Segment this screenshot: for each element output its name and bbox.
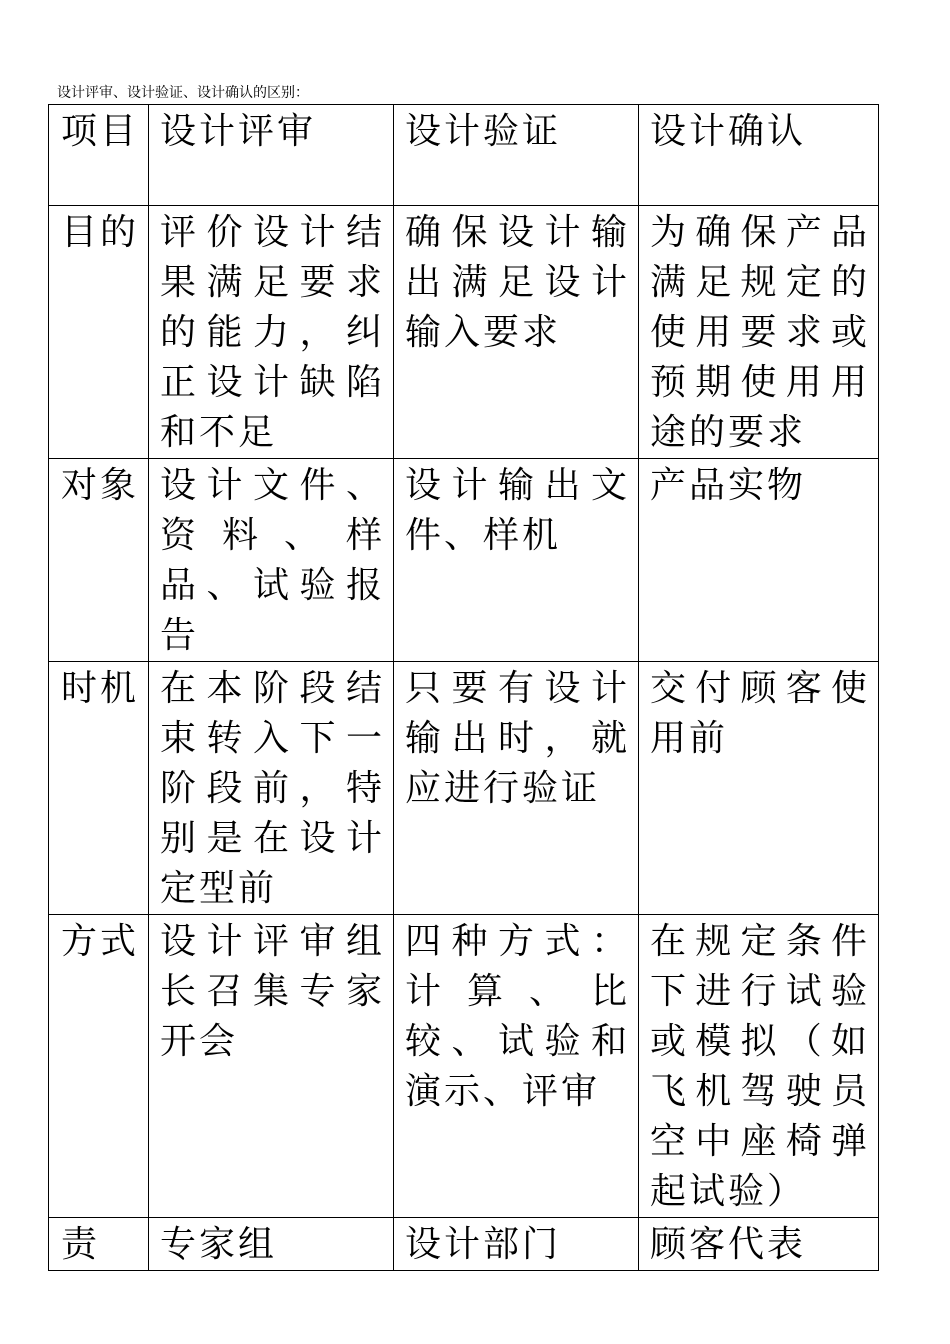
table-row-object [49, 459, 879, 662]
method-validation-cell: 在规定条件下进行试验或模拟（如飞机驾驶员空中座椅弹起试验） [639, 915, 879, 1218]
responsibility-review-cell: 专家组 [149, 1218, 394, 1271]
row-label-object: 对象 [49, 459, 149, 662]
table-header-row [49, 105, 879, 206]
comparison-table [48, 104, 879, 1271]
row-label-responsibility: 责 [49, 1218, 149, 1271]
header-item: 项目 [49, 105, 149, 206]
object-review-cell: 设计文件、资料、样品、试验报告 [149, 459, 394, 662]
table-row-method [49, 915, 879, 1218]
purpose-validation-cell: 为确保产品满足规定的使用要求或预期使用用途的要求 [639, 206, 879, 459]
table-row-timing [49, 662, 879, 915]
header-design-validation: 设计确认 [639, 105, 879, 206]
timing-verification-cell: 只要有设计输出时，就应进行验证 [394, 662, 639, 915]
method-review-cell: 设计评审组长召集专家开会 [149, 915, 394, 1218]
object-validation-cell: 产品实物 [639, 459, 879, 662]
row-label-timing: 时机 [49, 662, 149, 915]
document-caption: 设计评审、设计验证、设计确认的区别： [57, 85, 309, 101]
object-verification-cell: 设计输出文件、样机 [394, 459, 639, 662]
timing-review-cell: 在本阶段结束转入下一阶段前，特别是在设计定型前 [149, 662, 394, 915]
header-design-review: 设计评审 [149, 105, 394, 206]
row-label-method: 方式 [49, 915, 149, 1218]
table-row-purpose [49, 206, 879, 459]
purpose-review-cell: 评价设计结果满足要求的能力，纠正设计缺陷和不足 [149, 206, 394, 459]
purpose-verification-cell: 确保设计输出满足设计输入要求 [394, 206, 639, 459]
timing-validation-cell: 交付顾客使用前 [639, 662, 879, 915]
responsibility-validation-cell: 顾客代表 [639, 1218, 879, 1271]
table-row-responsibility [49, 1218, 879, 1271]
responsibility-verification-cell: 设计部门 [394, 1218, 639, 1271]
row-label-purpose: 目的 [49, 206, 149, 459]
header-design-verification: 设计验证 [394, 105, 639, 206]
method-verification-cell: 四种方式：计算、比较、试验和演示、评审 [394, 915, 639, 1218]
